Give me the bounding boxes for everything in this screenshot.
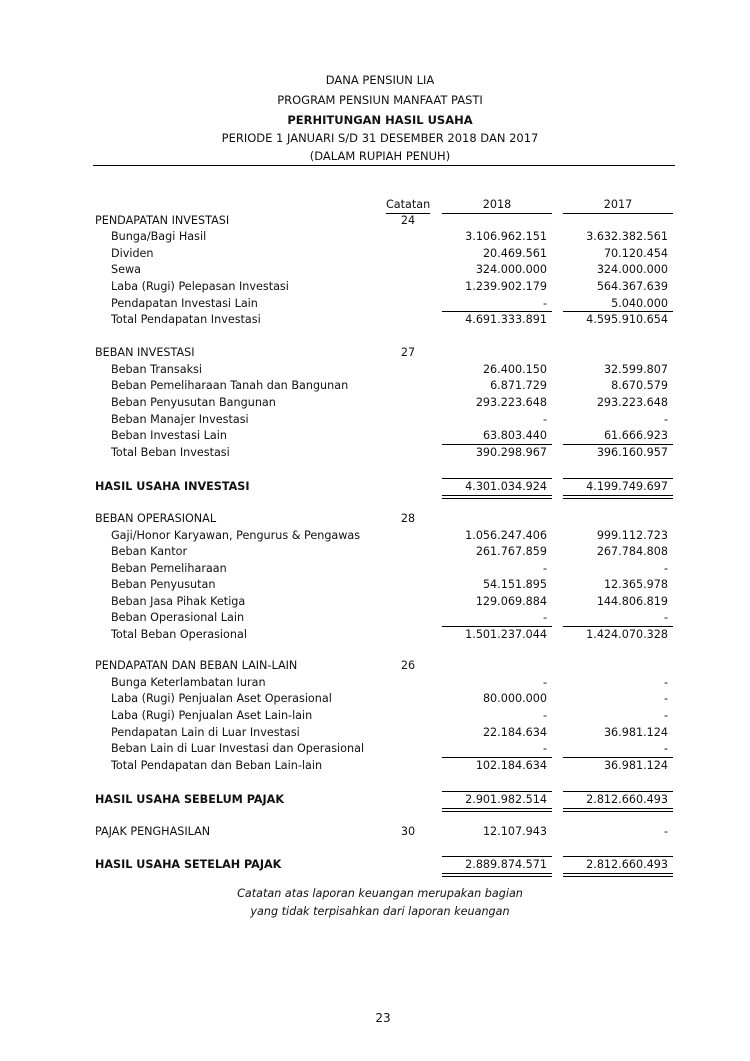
row-label: Pendapatan Investasi Lain — [111, 297, 258, 310]
row-value-2017: 12.365.978 — [603, 578, 668, 591]
row-label: HASIL USAHA INVESTASI — [95, 480, 250, 493]
row-note: 26 — [400, 659, 416, 672]
table-row — [0, 658, 750, 674]
row-value-2017: 70.120.454 — [603, 247, 668, 260]
subtotal-rule — [563, 626, 673, 627]
row-label: Bunga/Bagi Hasil — [111, 230, 207, 243]
row-value-2017: 36.981.124 — [603, 759, 668, 772]
table-row — [0, 577, 750, 593]
program-name: PROGRAM PENSIUN MANFAAT PASTI — [277, 93, 483, 107]
row-value-2018: 63.803.440 — [482, 429, 547, 442]
row-label: Beban Manajer Investasi — [111, 413, 249, 426]
page-number: 23 — [375, 1011, 391, 1025]
row-label: PENDAPATAN DAN BEBAN LAIN-LAIN — [95, 659, 298, 672]
org-name: DANA PENSIUN LIA — [325, 73, 435, 87]
table-row — [0, 213, 750, 229]
table-row — [0, 479, 750, 495]
table-row — [0, 262, 750, 278]
row-value-2018: 1.501.237.044 — [465, 628, 547, 641]
row-label: Gaji/Honor Karyawan, Pengurus & Pengawas — [111, 529, 361, 542]
table-row — [0, 627, 750, 643]
subtotal-rule — [442, 791, 552, 792]
row-value-2017: 2.812.660.493 — [586, 858, 668, 871]
table-row — [0, 758, 750, 774]
row-label: Total Beban Investasi — [111, 446, 230, 459]
subtotal-rule — [563, 444, 673, 445]
row-label: Total Beban Operasional — [111, 628, 247, 641]
total-double-rule — [563, 808, 673, 812]
table-row — [0, 395, 750, 411]
table-row — [0, 362, 750, 378]
row-value-2018: 20.469.561 — [482, 247, 547, 260]
row-label: Beban Jasa Pihak Ketiga — [111, 595, 246, 608]
total-double-rule — [442, 808, 552, 812]
column-header-2017: 2017 — [563, 197, 673, 214]
row-label: Sewa — [111, 263, 141, 276]
table-row — [0, 610, 750, 626]
row-label: Laba (Rugi) Penjualan Aset Operasional — [111, 692, 332, 705]
table-row — [0, 296, 750, 312]
total-double-rule — [563, 873, 673, 877]
row-value-2017: 4.199.749.697 — [586, 480, 668, 493]
row-label: Beban Lain di Luar Investasi dan Operasional — [111, 742, 365, 755]
table-row — [0, 561, 750, 577]
row-label: Beban Penyusutan Bangunan — [111, 396, 276, 409]
table-row — [0, 246, 750, 262]
row-value-2018: 2.889.874.571 — [465, 858, 547, 871]
row-label: PENDAPATAN INVESTASI — [95, 214, 230, 227]
column-header-note: Catatan — [386, 197, 430, 214]
row-label: Laba (Rugi) Penjualan Aset Lain-lain — [111, 709, 313, 722]
subtotal-rule — [442, 311, 552, 312]
subtotal-rule — [563, 311, 673, 312]
row-value-2018: 80.000.000 — [482, 692, 547, 705]
table-row — [0, 708, 750, 724]
table-row — [0, 345, 750, 361]
row-value-2018: - — [542, 297, 547, 310]
row-label: Laba (Rugi) Pelepasan Investasi — [111, 280, 289, 293]
row-note: 28 — [400, 512, 416, 525]
row-value-2017: 324.000.000 — [596, 263, 668, 276]
row-value-2017: - — [663, 676, 668, 689]
table-row — [0, 741, 750, 757]
row-value-2017: 5.040.000 — [611, 297, 668, 310]
subtotal-rule — [442, 478, 552, 479]
row-label: Beban Operasional Lain — [111, 611, 245, 624]
row-label: Beban Transaksi — [111, 363, 202, 376]
row-value-2017: 293.223.648 — [596, 396, 668, 409]
table-row — [0, 412, 750, 428]
row-value-2017: 1.424.070.328 — [586, 628, 668, 641]
row-label: BEBAN OPERASIONAL — [95, 512, 217, 525]
row-value-2018: - — [542, 611, 547, 624]
row-value-2018: 6.871.729 — [490, 379, 547, 392]
table-row — [0, 229, 750, 245]
row-value-2018: 390.298.967 — [475, 446, 547, 459]
row-label: Beban Pemeliharaan — [111, 562, 227, 575]
table-row — [0, 725, 750, 741]
row-label: Total Pendapatan Investasi — [111, 313, 261, 326]
subtotal-rule — [563, 791, 673, 792]
row-value-2017: 564.367.639 — [596, 280, 668, 293]
column-header-2018: 2018 — [442, 197, 552, 214]
table-row — [0, 279, 750, 295]
row-value-2017: - — [663, 709, 668, 722]
table-row — [0, 792, 750, 808]
table-row — [0, 378, 750, 394]
footnote-line-1: Catatan atas laporan keuangan merupakan bagian — [237, 887, 523, 900]
row-value-2017: 2.812.660.493 — [586, 793, 668, 806]
total-double-rule — [442, 873, 552, 877]
row-value-2017: 396.160.957 — [596, 446, 668, 459]
row-value-2017: 61.666.923 — [603, 429, 668, 442]
table-row — [0, 857, 750, 873]
row-value-2017: - — [663, 562, 668, 575]
row-label: PAJAK PENGHASILAN — [95, 825, 211, 838]
table-row — [0, 511, 750, 527]
row-value-2017: 32.599.807 — [603, 363, 668, 376]
row-value-2018: 3.106.962.151 — [465, 230, 547, 243]
row-value-2017: 144.806.819 — [596, 595, 668, 608]
row-value-2017: - — [663, 692, 668, 705]
table-row — [0, 528, 750, 544]
row-value-2017: 4.595.910.654 — [586, 313, 668, 326]
subtotal-rule — [442, 856, 552, 857]
table-row — [0, 312, 750, 328]
table-row — [0, 691, 750, 707]
row-value-2018: - — [542, 742, 547, 755]
row-label: Pendapatan Lain di Luar Investasi — [111, 726, 300, 739]
table-row — [0, 428, 750, 444]
row-value-2017: - — [663, 825, 668, 838]
row-label: Beban Pemeliharaan Tanah dan Bangunan — [111, 379, 349, 392]
row-note: 27 — [400, 346, 416, 359]
row-label: Beban Penyusutan — [111, 578, 216, 591]
row-value-2018: 1.239.902.179 — [465, 280, 547, 293]
subtotal-rule — [563, 478, 673, 479]
row-label: HASIL USAHA SETELAH PAJAK — [95, 858, 282, 871]
row-value-2018: 293.223.648 — [475, 396, 547, 409]
row-value-2018: 129.069.884 — [475, 595, 547, 608]
row-value-2018: - — [542, 676, 547, 689]
subtotal-rule — [563, 856, 673, 857]
report-unit: (DALAM RUPIAH PENUH) — [309, 149, 451, 163]
table-row — [0, 824, 750, 840]
row-value-2018: 324.000.000 — [475, 263, 547, 276]
subtotal-rule — [442, 626, 552, 627]
total-double-rule — [442, 495, 552, 499]
row-value-2018: 12.107.943 — [482, 825, 547, 838]
row-note: 30 — [400, 825, 416, 838]
row-note: 24 — [400, 214, 416, 227]
row-label: Dividen — [111, 247, 154, 260]
table-row — [0, 445, 750, 461]
row-value-2018: 26.400.150 — [482, 363, 547, 376]
row-value-2017: 267.784.808 — [596, 545, 668, 558]
row-label: HASIL USAHA SEBELUM PAJAK — [95, 793, 285, 806]
subtotal-rule — [563, 757, 673, 758]
row-value-2017: 36.981.124 — [603, 726, 668, 739]
row-value-2017: - — [663, 413, 668, 426]
row-value-2017: - — [663, 611, 668, 624]
row-label: Total Pendapatan dan Beban Lain-lain — [111, 759, 323, 772]
table-row — [0, 544, 750, 560]
table-row — [0, 594, 750, 610]
row-value-2017: 3.632.382.561 — [586, 230, 668, 243]
row-label: Bunga Keterlambatan Iuran — [111, 676, 266, 689]
row-label: Beban Kantor — [111, 545, 188, 558]
row-label: BEBAN INVESTASI — [95, 346, 195, 359]
row-value-2018: 4.301.034.924 — [465, 480, 547, 493]
row-value-2018: 4.691.333.891 — [465, 313, 547, 326]
row-value-2018: - — [542, 709, 547, 722]
report-period: PERIODE 1 JANUARI S/D 31 DESEMBER 2018 DAN 2017 — [221, 131, 539, 145]
row-value-2018: 261.767.859 — [475, 545, 547, 558]
row-value-2018: 2.901.982.514 — [465, 793, 547, 806]
row-value-2018: 22.184.634 — [482, 726, 547, 739]
row-value-2018: - — [542, 562, 547, 575]
row-value-2018: 1.056.247.406 — [465, 529, 547, 542]
row-label: Beban Investasi Lain — [111, 429, 227, 442]
row-value-2017: - — [663, 742, 668, 755]
report-title: PERHITUNGAN HASIL USAHA — [287, 113, 473, 127]
row-value-2017: 8.670.579 — [611, 379, 668, 392]
header-rule — [93, 165, 675, 166]
row-value-2018: 102.184.634 — [475, 759, 547, 772]
total-double-rule — [563, 495, 673, 499]
row-value-2018: 54.151.895 — [482, 578, 547, 591]
row-value-2018: - — [542, 413, 547, 426]
subtotal-rule — [442, 757, 552, 758]
row-value-2017: 999.112.723 — [596, 529, 668, 542]
footnote-line-2: yang tidak terpisahkan dari laporan keuangan — [250, 905, 510, 918]
subtotal-rule — [442, 444, 552, 445]
table-row — [0, 675, 750, 691]
